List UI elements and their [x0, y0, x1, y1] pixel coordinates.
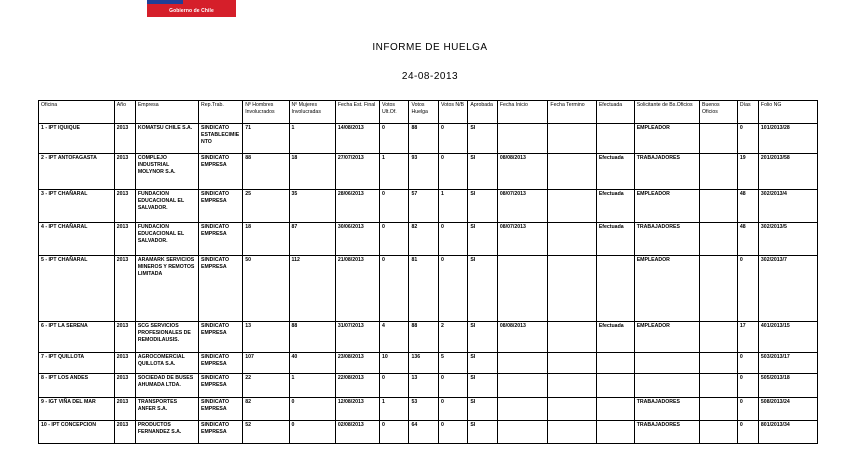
cell-mujeres: 88	[289, 322, 335, 353]
cell-fecha-final: 30/06/2013	[335, 223, 379, 256]
cell-solicitante: EMPLEADOR	[634, 124, 699, 154]
cell-anio: 2013	[114, 374, 135, 398]
cell-rep: SINDICATO EMPRESA	[198, 398, 242, 421]
column-header: Nº Mujeres Involucradas	[289, 101, 335, 124]
strike-report-table	[38, 100, 818, 444]
table-row	[39, 124, 818, 154]
column-header: Año	[114, 101, 135, 124]
cell-oficina: 8 - IPT LOS ANDES	[39, 374, 115, 398]
cell-fecha-final: 27/07/2013	[335, 154, 379, 190]
cell-folio: 101/2013/28	[758, 124, 817, 154]
cell-aprobada: SI	[468, 256, 497, 322]
cell-fecha-termino	[548, 124, 596, 154]
cell-empresa: COMPLEJO INDUSTRIAL MOLYNOR S.A.	[135, 154, 198, 190]
cell-mujeres: 87	[289, 223, 335, 256]
cell-votos-ult: 0	[380, 374, 409, 398]
cell-rep: SINDICATO EMPRESA	[198, 322, 242, 353]
cell-fecha-final: 31/07/2013	[335, 322, 379, 353]
column-header: Aprobada	[468, 101, 497, 124]
cell-votos-ult: 1	[380, 398, 409, 421]
cell-anio: 2013	[114, 398, 135, 421]
cell-fecha-inicio	[497, 353, 548, 374]
cell-fecha-final: 23/08/2013	[335, 353, 379, 374]
cell-solicitante: EMPLEADOR	[634, 256, 699, 322]
cell-rep: SINDICATO EMPRESA	[198, 353, 242, 374]
cell-mujeres: 1	[289, 124, 335, 154]
cell-empresa: TRANSPORTES ANFER S.A.	[135, 398, 198, 421]
cell-buenos	[699, 190, 737, 223]
cell-fecha-termino	[548, 353, 596, 374]
cell-fecha-termino	[548, 374, 596, 398]
cell-folio: 801/2013/34	[758, 421, 817, 444]
cell-votos-huelga: 13	[409, 374, 438, 398]
cell-hombres: 50	[243, 256, 289, 322]
cell-fecha-termino	[548, 190, 596, 223]
cell-efectuada	[596, 256, 634, 322]
column-header: Fecha Termino	[548, 101, 596, 124]
cell-empresa: AGROCOMERCIAL QUILLOTA S.A.	[135, 353, 198, 374]
cell-anio: 2013	[114, 421, 135, 444]
cell-fecha-final: 12/08/2013	[335, 398, 379, 421]
gobierno-logo	[147, 0, 236, 17]
cell-votos-ult: 0	[380, 421, 409, 444]
cell-fecha-final: 14/08/2013	[335, 124, 379, 154]
cell-efectuada	[596, 124, 634, 154]
cell-solicitante	[634, 353, 699, 374]
column-header: Nº Hombres Involucrados	[243, 101, 289, 124]
cell-solicitante: EMPLEADOR	[634, 322, 699, 353]
cell-votos-nb: 0	[438, 154, 467, 190]
cell-mujeres: 0	[289, 398, 335, 421]
cell-aprobada: SI	[468, 374, 497, 398]
column-header: Votos Huelga	[409, 101, 438, 124]
cell-fecha-inicio	[497, 256, 548, 322]
cell-folio: 505/2013/18	[758, 374, 817, 398]
cell-fecha-termino	[548, 322, 596, 353]
cell-votos-huelga: 82	[409, 223, 438, 256]
cell-mujeres: 18	[289, 154, 335, 190]
cell-oficina: 1 - IPT IQUIQUE	[39, 124, 115, 154]
cell-aprobada: SI	[468, 124, 497, 154]
cell-fecha-inicio	[497, 374, 548, 398]
cell-buenos	[699, 322, 737, 353]
cell-buenos	[699, 353, 737, 374]
cell-votos-huelga: 88	[409, 322, 438, 353]
cell-fecha-termino	[548, 421, 596, 444]
cell-aprobada: SI	[468, 322, 497, 353]
logo-text: Gobierno de Chile	[147, 4, 236, 17]
cell-solicitante: TRABAJADORES	[634, 154, 699, 190]
cell-rep: SINDICATO EMPRESA	[198, 421, 242, 444]
cell-fecha-inicio	[497, 421, 548, 444]
cell-aprobada: SI	[468, 190, 497, 223]
cell-fecha-inicio: 08/07/2013	[497, 223, 548, 256]
column-header: Fecha Est. Final	[335, 101, 379, 124]
cell-oficina: 5 - IPT CHAÑARAL	[39, 256, 115, 322]
cell-hombres: 88	[243, 154, 289, 190]
cell-anio: 2013	[114, 322, 135, 353]
cell-votos-ult: 0	[380, 124, 409, 154]
cell-votos-huelga: 53	[409, 398, 438, 421]
column-header: Folio NG	[758, 101, 817, 124]
cell-mujeres: 112	[289, 256, 335, 322]
cell-anio: 2013	[114, 154, 135, 190]
cell-fecha-inicio	[497, 124, 548, 154]
cell-hombres: 25	[243, 190, 289, 223]
cell-dias: 0	[737, 374, 758, 398]
cell-votos-ult: 1	[380, 154, 409, 190]
cell-folio: 508/2013/24	[758, 398, 817, 421]
table-row	[39, 256, 818, 322]
cell-efectuada	[596, 374, 634, 398]
cell-mujeres: 35	[289, 190, 335, 223]
cell-dias: 19	[737, 154, 758, 190]
cell-dias: 0	[737, 398, 758, 421]
column-header: Oficina	[39, 101, 115, 124]
cell-fecha-termino	[548, 223, 596, 256]
report-date: 24-08-2013	[401, 71, 459, 82]
cell-hombres: 82	[243, 398, 289, 421]
cell-fecha-termino	[548, 256, 596, 322]
column-header: Rep.Trab.	[198, 101, 242, 124]
cell-anio: 2013	[114, 353, 135, 374]
cell-folio: 201/2013/58	[758, 154, 817, 190]
cell-solicitante	[634, 374, 699, 398]
cell-oficina: 10 - IPT CONCEPCION	[39, 421, 115, 444]
cell-empresa: SCG SERVICIOS PROFESIONALES DE REMODILAUSIS.	[135, 322, 198, 353]
cell-votos-nb: 0	[438, 223, 467, 256]
cell-fecha-final: 21/08/2013	[335, 256, 379, 322]
cell-votos-nb: 0	[438, 124, 467, 154]
column-header: Fecha Inicio	[497, 101, 548, 124]
cell-anio: 2013	[114, 190, 135, 223]
cell-rep: SINDICATO EMPRESA	[198, 190, 242, 223]
column-header: Empresa	[135, 101, 198, 124]
column-header: Efectuada	[596, 101, 634, 124]
cell-efectuada: Efectuada	[596, 190, 634, 223]
cell-votos-nb: 2	[438, 322, 467, 353]
cell-fecha-termino	[548, 398, 596, 421]
cell-solicitante: TRABAJADORES	[634, 421, 699, 444]
cell-votos-huelga: 81	[409, 256, 438, 322]
cell-rep: SINDICATO EMPRESA	[198, 154, 242, 190]
cell-dias: 0	[737, 353, 758, 374]
cell-anio: 2013	[114, 256, 135, 322]
cell-votos-ult: 4	[380, 322, 409, 353]
cell-hombres: 22	[243, 374, 289, 398]
cell-oficina: 9 - IGT VIÑA DEL MAR	[39, 398, 115, 421]
cell-votos-nb: 0	[438, 421, 467, 444]
cell-folio: 302/2013/7	[758, 256, 817, 322]
cell-votos-nb: 1	[438, 190, 467, 223]
cell-aprobada: SI	[468, 421, 497, 444]
cell-efectuada	[596, 421, 634, 444]
table-row	[39, 374, 818, 398]
cell-empresa: FUNDACION EDUCACIONAL EL SALVADOR.	[135, 223, 198, 256]
cell-buenos	[699, 154, 737, 190]
cell-empresa: FUNDACION EDUCACIONAL EL SALVADOR.	[135, 190, 198, 223]
cell-empresa: SOCIEDAD DE BUSES AHUMADA LTDA.	[135, 374, 198, 398]
cell-efectuada	[596, 353, 634, 374]
cell-folio: 503/2013/17	[758, 353, 817, 374]
cell-votos-ult: 10	[380, 353, 409, 374]
cell-oficina: 6 - IPT LA SERENA	[39, 322, 115, 353]
cell-empresa: KOMATSU CHILE S.A.	[135, 124, 198, 154]
cell-buenos	[699, 223, 737, 256]
cell-rep: SINDICATO EMPRESA	[198, 374, 242, 398]
cell-votos-huelga: 93	[409, 154, 438, 190]
cell-mujeres: 0	[289, 421, 335, 444]
cell-votos-nb: 0	[438, 398, 467, 421]
cell-solicitante: EMPLEADOR	[634, 190, 699, 223]
cell-votos-ult: 0	[380, 190, 409, 223]
cell-anio: 2013	[114, 223, 135, 256]
cell-votos-huelga: 64	[409, 421, 438, 444]
cell-folio: 401/2013/15	[758, 322, 817, 353]
table-row	[39, 223, 818, 256]
cell-fecha-inicio	[497, 398, 548, 421]
column-header: Días	[737, 101, 758, 124]
cell-solicitante: TRABAJADORES	[634, 398, 699, 421]
cell-efectuada: Efectuada	[596, 154, 634, 190]
cell-votos-nb: 5	[438, 353, 467, 374]
cell-empresa: ARAMARK SERVICIOS MINEROS Y REMOTOS LIMITADA	[135, 256, 198, 322]
table-row	[39, 190, 818, 223]
cell-dias: 17	[737, 322, 758, 353]
cell-empresa: PRODUCTOS FERNANDEZ S.A.	[135, 421, 198, 444]
cell-hombres: 71	[243, 124, 289, 154]
cell-oficina: 7 - IPT QUILLOTA	[39, 353, 115, 374]
cell-rep: SINDICATO ESTABLECIMIENTO	[198, 124, 242, 154]
cell-oficina: 4 - IPT CHAÑARAL	[39, 223, 115, 256]
table-row	[39, 398, 818, 421]
cell-votos-nb: 0	[438, 374, 467, 398]
cell-hombres: 18	[243, 223, 289, 256]
cell-buenos	[699, 398, 737, 421]
cell-votos-ult: 0	[380, 223, 409, 256]
cell-buenos	[699, 256, 737, 322]
cell-buenos	[699, 421, 737, 444]
cell-votos-ult: 0	[380, 256, 409, 322]
cell-fecha-termino	[548, 154, 596, 190]
cell-dias: 0	[737, 256, 758, 322]
cell-efectuada: Efectuada	[596, 322, 634, 353]
cell-fecha-final: 02/08/2013	[335, 421, 379, 444]
cell-efectuada: Efectuada	[596, 223, 634, 256]
cell-rep: SINDICATO EMPRESA	[198, 256, 242, 322]
cell-hombres: 13	[243, 322, 289, 353]
cell-fecha-final: 28/06/2013	[335, 190, 379, 223]
table-row	[39, 322, 818, 353]
cell-oficina: 3 - IPT CHAÑARAL	[39, 190, 115, 223]
cell-dias: 0	[737, 124, 758, 154]
table-header-row	[39, 101, 818, 124]
cell-dias: 48	[737, 223, 758, 256]
cell-hombres: 52	[243, 421, 289, 444]
cell-fecha-inicio: 08/08/2013	[497, 322, 548, 353]
cell-hombres: 107	[243, 353, 289, 374]
cell-aprobada: SI	[468, 353, 497, 374]
report-title: INFORME DE HUELGA	[372, 42, 488, 53]
cell-solicitante: TRABAJADORES	[634, 223, 699, 256]
cell-fecha-inicio: 08/07/2013	[497, 190, 548, 223]
column-header: Buenos Oficios	[699, 101, 737, 124]
cell-votos-huelga: 136	[409, 353, 438, 374]
table-row	[39, 421, 818, 444]
table-row	[39, 353, 818, 374]
column-header: Votos Ult.Of.	[380, 101, 409, 124]
cell-aprobada: SI	[468, 398, 497, 421]
cell-dias: 0	[737, 421, 758, 444]
cell-votos-huelga: 88	[409, 124, 438, 154]
cell-mujeres: 40	[289, 353, 335, 374]
cell-buenos	[699, 374, 737, 398]
cell-fecha-final: 22/08/2013	[335, 374, 379, 398]
cell-dias: 48	[737, 190, 758, 223]
cell-aprobada: SI	[468, 223, 497, 256]
cell-folio: 302/2013/4	[758, 190, 817, 223]
cell-efectuada	[596, 398, 634, 421]
cell-buenos	[699, 124, 737, 154]
column-header: Votos N/B	[438, 101, 467, 124]
cell-anio: 2013	[114, 124, 135, 154]
cell-oficina: 2 - IPT ANTOFAGASTA	[39, 154, 115, 190]
cell-mujeres: 1	[289, 374, 335, 398]
column-header: Solicitante de Bs.Oficios	[634, 101, 699, 124]
table-body	[39, 124, 818, 444]
cell-fecha-inicio: 08/08/2013	[497, 154, 548, 190]
table-row	[39, 154, 818, 190]
cell-aprobada: SI	[468, 154, 497, 190]
cell-rep: SINDICATO EMPRESA	[198, 223, 242, 256]
cell-votos-nb: 0	[438, 256, 467, 322]
cell-votos-huelga: 57	[409, 190, 438, 223]
cell-folio: 302/2013/5	[758, 223, 817, 256]
